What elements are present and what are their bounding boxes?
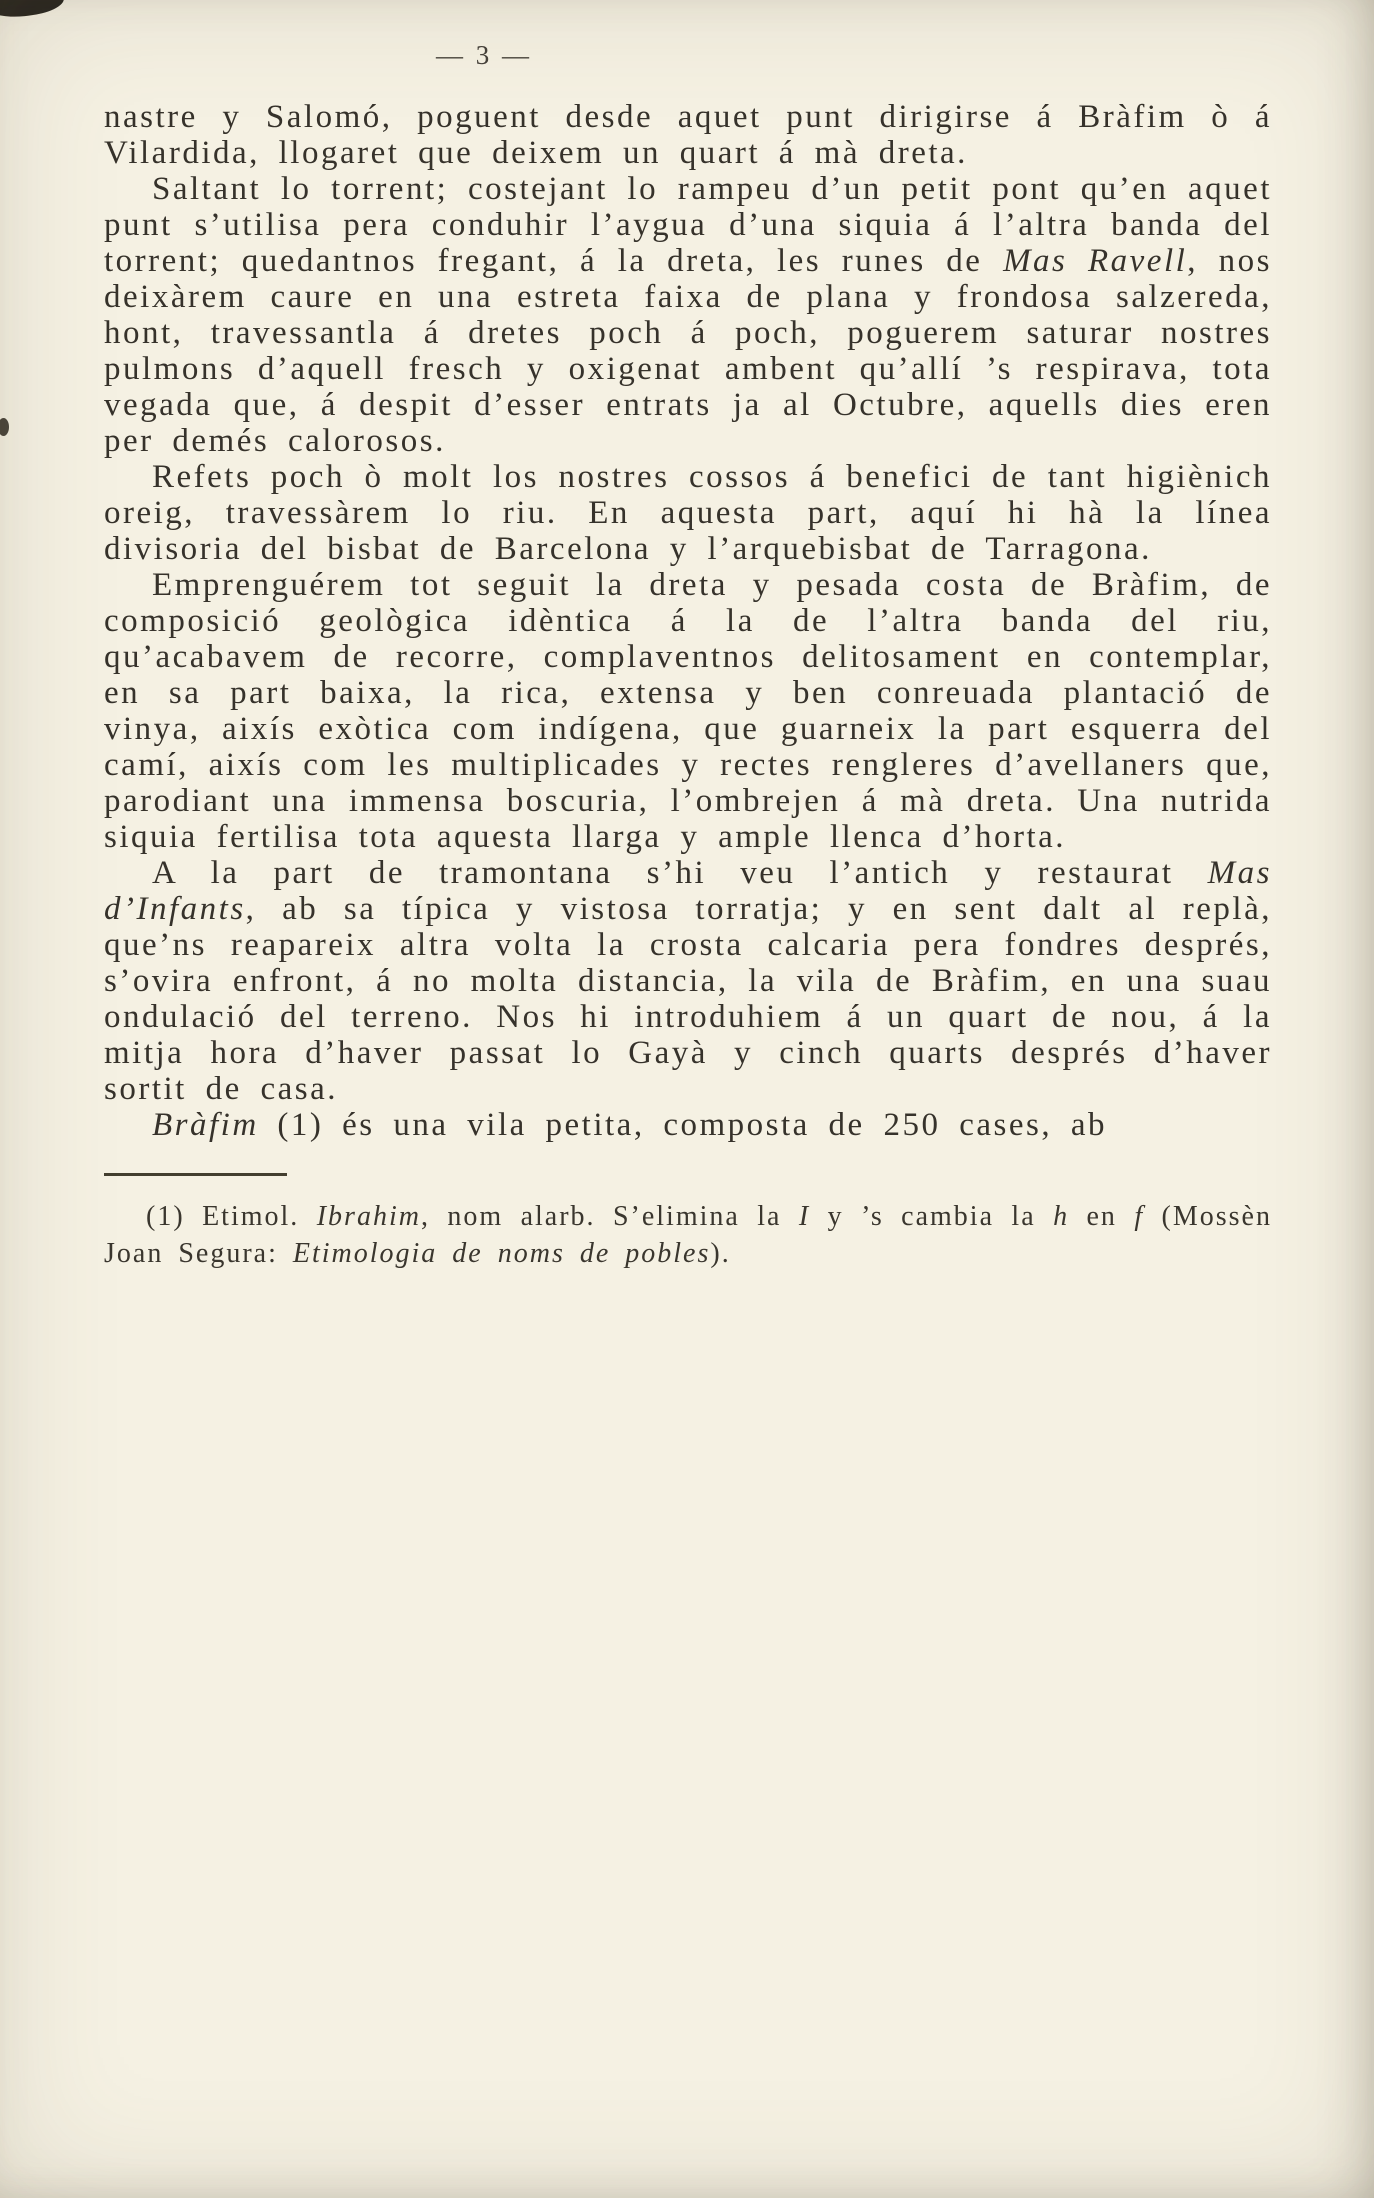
scan-artifact-corner xyxy=(0,0,65,20)
text-run: (1) Etimol. xyxy=(146,1201,317,1232)
text-run: Emprenguérem tot seguit la dreta y pesada costa de Bràfim, de composició geològica idèntica á la de l’altra banda del riu, qu’acabavem de recorre, complaventnos delitosament en contemplar, en sa part baixa, la rica, extensa y ben conreuada plantació de vinya, aixís exòtica com indígena, que guarneix la part esquerra del camí, aixís com les multiplicades y rectes rengleres d’avellaners que, parodiant una immensa boscuria, l’ombrejen á mà dreta. Una nutrida siquia fertilisa tota aquesta llarga y ample llenca d’horta. xyxy=(104,567,1272,855)
text-run: en xyxy=(1069,1201,1135,1232)
italic-run: Bràfim xyxy=(152,1107,259,1143)
page-number: — 3 — xyxy=(436,40,532,70)
scan-artifact-speck xyxy=(0,418,9,436)
text-run: (1) és una vila petita, composta de 250 cases, ab xyxy=(258,1107,1107,1143)
body-paragraph xyxy=(104,567,1272,855)
italic-run: h xyxy=(1053,1201,1070,1232)
footnote-text xyxy=(104,1198,1272,1272)
italic-run: I xyxy=(798,1201,811,1232)
italic-run: Ibrahim xyxy=(316,1201,421,1232)
text-run: (Mossèn Joan Segura: xyxy=(104,1201,1272,1269)
italic-run: Etimologia de noms de pobles xyxy=(292,1238,711,1269)
text-run: , nos deixàrem caure en una estreta faixa de plana y frondosa salzereda, hont, travessantla á dretes poch á poch, poguerem saturar nostres pulmons d’aquell fresch y oxigenat ambent qu’allí ’s respirava, tota vegada que, á despit d’esser entrats ja al Octubre, aquells dies eren per demés calorosos. xyxy=(104,243,1272,459)
text-run: nastre y Salomó, poguent desde aquet punt dirigirse á Bràfim ò á Vilardida, llogaret que deixem un quart á mà dreta. xyxy=(104,99,1272,171)
text-run: Saltant lo torrent; costejant lo rampeu d’un petit pont qu’en aquet punt s’utilisa pera conduhir l’aygua d’una siquia á l’altra banda del torrent; quedantnos fregant, á la dreta, les runes de xyxy=(104,171,1272,279)
body-paragraph xyxy=(104,1107,1272,1143)
page-text-block xyxy=(104,99,1272,1272)
footnote-paragraph xyxy=(104,1198,1272,1272)
text-run: Refets poch ò molt los nostres cossos á benefici de tant higiènich oreig, travessàrem lo riu. En aquesta part, aquí hi hà la línea divisoria del bisbat de Barcelona y l’arquebisbat de Tarragona. xyxy=(104,459,1272,567)
body-text xyxy=(104,99,1272,1143)
text-run: ). xyxy=(710,1238,731,1269)
body-paragraph xyxy=(104,99,1272,171)
italic-run: f xyxy=(1134,1201,1145,1232)
text-run: y ’s cambia la xyxy=(810,1201,1054,1232)
body-paragraph xyxy=(104,855,1272,1107)
body-paragraph xyxy=(104,171,1272,459)
footnote-divider xyxy=(104,1173,287,1176)
text-run: A la part de tramontana s’hi veu l’antich y restaurat xyxy=(152,855,1208,891)
italic-run: Mas Ravell xyxy=(1003,243,1188,279)
body-paragraph xyxy=(104,459,1272,567)
text-run: , nom alarb. S’elimina la xyxy=(420,1201,799,1232)
text-run: , ab sa típica y vistosa torratja; y en sent dalt al replà, que’ns reapareix altra volta la crosta calcaria pera fondres després, s’ovira enfront, á no molta distancia, la vila de Bràfim, en una suau ondulació del terreno. Nos hi introduhiem á un quart de nou, á la mitja hora d’haver passat lo Gayà y cinch quarts després d’haver sortit de casa. xyxy=(104,891,1272,1107)
italic-run: Mas d’Infants xyxy=(104,855,1272,927)
